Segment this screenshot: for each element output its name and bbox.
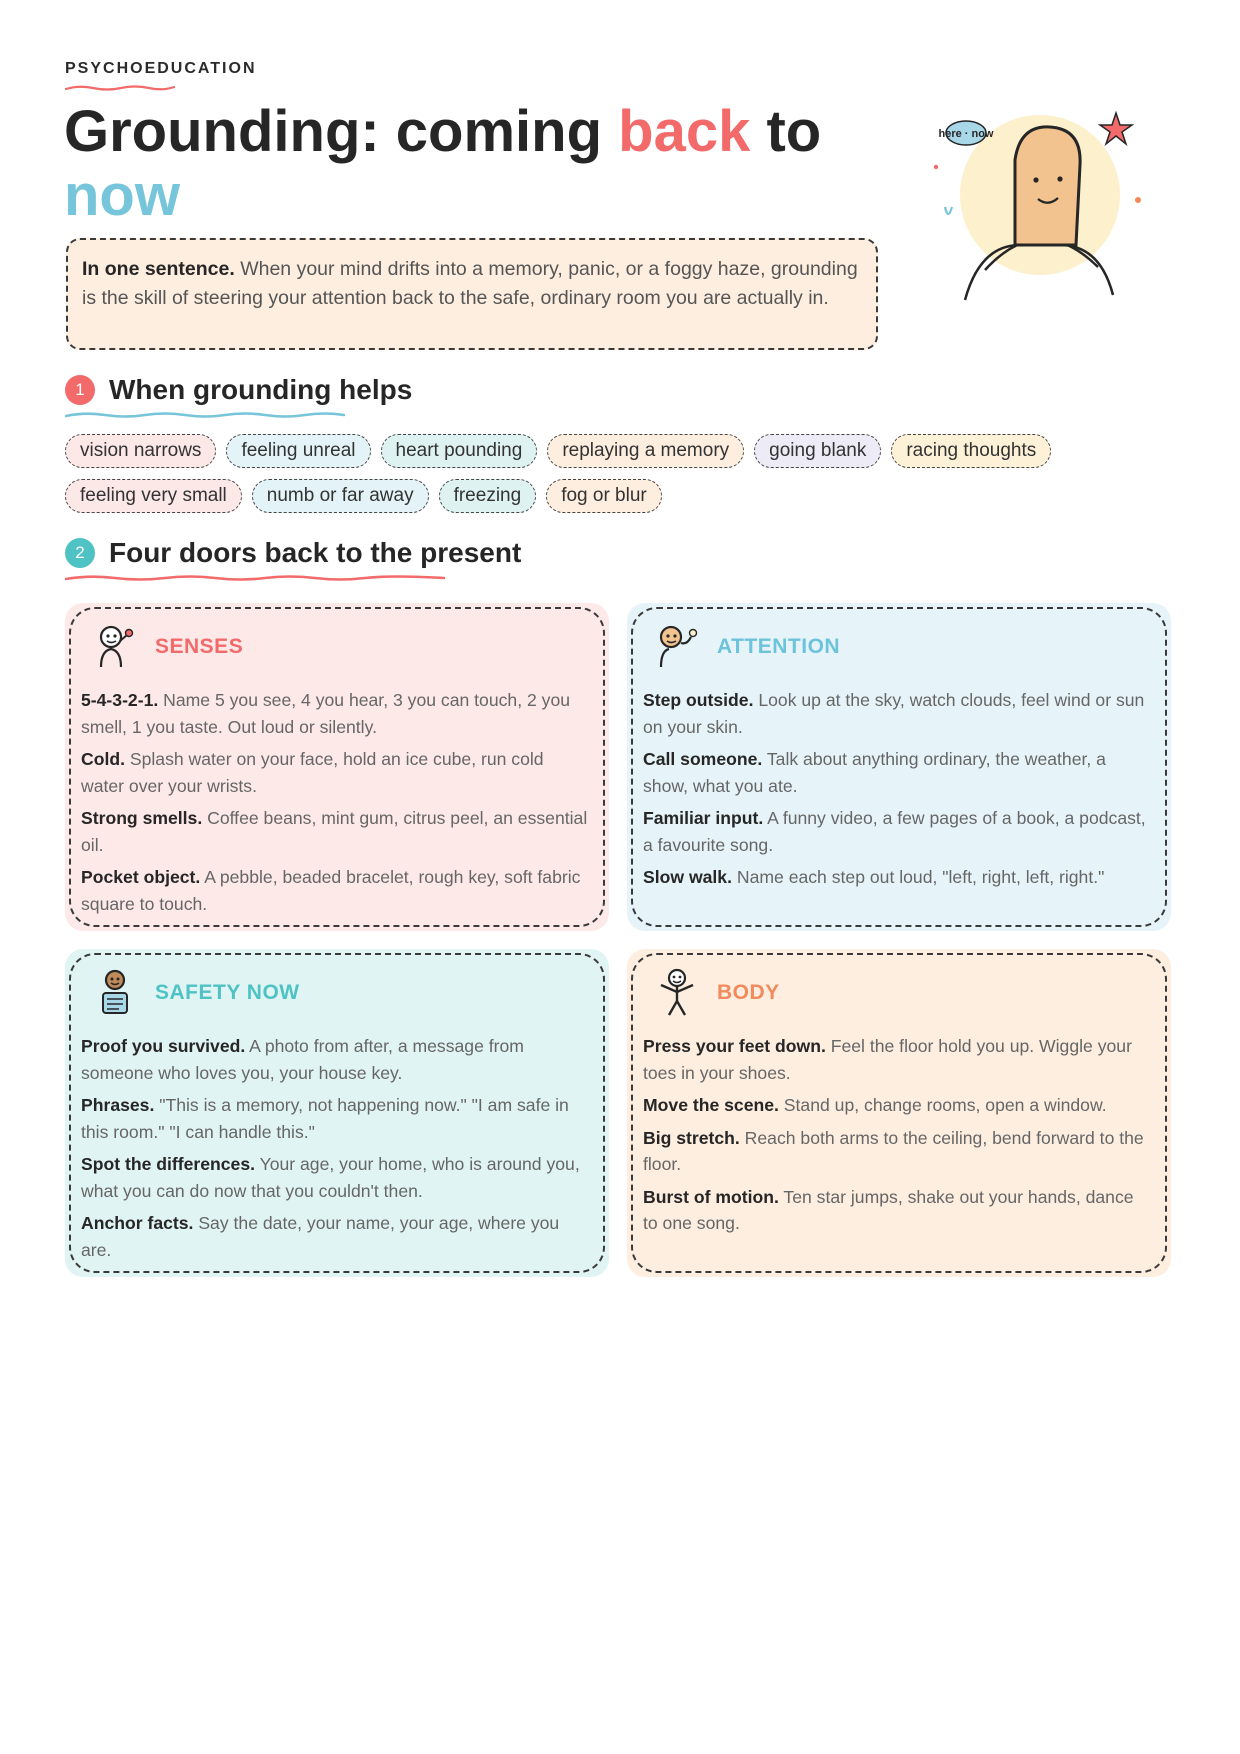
card-item-text: A photo from after, a message from someone who loves you, your house key. [81, 1036, 524, 1083]
card-item-text: Ten star jumps, shake out your hands, dance to one song. [643, 1186, 1134, 1233]
section-2-title: Four doors back to the present [109, 537, 522, 568]
card-title: SENSES [155, 635, 244, 658]
stick-figure-icon [651, 967, 703, 1019]
title-part1: Grounding: coming [64, 99, 619, 164]
card-item [81, 1092, 591, 1145]
symptom-chip: feeling unreal [226, 434, 370, 468]
card-item [643, 687, 1153, 740]
card-item-lead: Slow walk. [643, 867, 732, 887]
card-item [81, 1033, 591, 1086]
card-item-text: Talk about anything ordinary, the weather, a show, what you ate. [643, 749, 1106, 796]
hero-illustration [920, 105, 1160, 320]
section-2-badge: 2 [65, 538, 95, 568]
hero-bubble-text: here · now [938, 128, 994, 140]
card-item-text: Look up at the sky, watch clouds, feel wind or sun on your skin. [643, 690, 1145, 737]
card-item [81, 1210, 591, 1263]
symptom-chip: replaying a memory [547, 434, 744, 468]
card-item-lead: Burst of motion. [643, 1186, 779, 1207]
card-item [81, 1151, 591, 1204]
card-item-text: Feel the floor hold you up. Wiggle your toes in your shoes. [643, 1036, 1132, 1083]
title-accent-back: back [618, 99, 751, 164]
card-safety-now [65, 949, 609, 1277]
symptom-chip: freezing [439, 479, 537, 513]
card-item-lead: Proof you survived. [81, 1036, 246, 1056]
card-item-list [641, 687, 1157, 891]
card-item [81, 864, 591, 917]
symptom-chip: fog or blur [546, 479, 662, 513]
symptom-chip: feeling very small [65, 479, 242, 513]
title-part2: to [750, 99, 822, 164]
symptom-chip: going blank [754, 434, 881, 468]
card-item [81, 687, 591, 740]
person-sensing-icon [89, 621, 141, 673]
card-item-lead: Anchor facts. [81, 1213, 194, 1233]
card-item-text: Coffee beans, mint gum, citrus peel, an essential oil. [81, 808, 588, 855]
card-title: ATTENTION [717, 635, 841, 658]
section-1-badge: 1 [65, 375, 95, 405]
card-header [89, 963, 595, 1023]
card-item-text: "This is a memory, not happening now." "I am safe in this room." "I can handle this." [81, 1095, 569, 1142]
card-item [81, 805, 591, 858]
card-item-lead: Move the scene. [643, 1095, 779, 1115]
card-title: BODY [717, 981, 780, 1004]
eyebrow-label: PSYCHOEDUCATION [65, 60, 257, 77]
section-2-underline [65, 574, 445, 582]
intro-callout [66, 238, 878, 350]
intro-text: When your mind drifts into a memory, panic, or a foggy haze, grounding is the skill of steering your attention back to the safe, ordinary room you are actually in. [82, 258, 858, 309]
section-2-heading [65, 537, 521, 569]
card-item-list [79, 1033, 595, 1263]
card-item-text: A pebble, beaded bracelet, rough key, soft fabric square to touch. [81, 867, 581, 914]
section-1-title: When grounding helps [109, 374, 413, 405]
card-item-lead: Press your feet down. [643, 1036, 826, 1056]
card-item-lead: Phrases. [81, 1095, 155, 1115]
card-item-lead: Call someone. [643, 749, 763, 769]
section-1-underline [65, 411, 345, 419]
card-item-list [641, 1033, 1157, 1237]
card-title: SAFETY NOW [155, 981, 300, 1004]
card-item-text: Reach both arms to the ceiling, bend forward to the floor. [643, 1127, 1144, 1174]
symptom-chip: heart pounding [381, 434, 538, 468]
card-item-text: Say the date, your name, your age, where you are. [81, 1213, 560, 1260]
page-title [64, 100, 884, 228]
card-senses [65, 603, 609, 931]
card-body [627, 949, 1171, 1277]
card-item-lead: Step outside. [643, 690, 754, 710]
intro-lead: In one sentence. [82, 258, 235, 280]
card-item [643, 1184, 1153, 1237]
card-item-list [79, 687, 595, 917]
symptom-chip-list [65, 434, 1175, 524]
person-calling-icon [651, 621, 703, 673]
title-accent-now: now [64, 163, 180, 228]
card-attention [627, 603, 1171, 931]
section-1-heading [65, 374, 412, 406]
card-item [643, 1125, 1153, 1178]
card-item [643, 864, 1153, 891]
card-item-lead: Familiar input. [643, 808, 764, 828]
card-item-text: Your age, your home, who is around you, what you can do now that you couldn't then. [81, 1154, 580, 1201]
card-item-lead: Cold. [81, 749, 125, 769]
card-item [643, 1092, 1153, 1119]
card-header [89, 617, 595, 677]
symptom-chip: racing thoughts [891, 434, 1051, 468]
card-item-lead: Strong smells. [81, 808, 203, 828]
card-item-text: Name 5 you see, 4 you hear, 3 you can touch, 2 you smell, 1 you taste. Out loud or silently. [81, 690, 571, 737]
card-item [643, 805, 1153, 858]
symptom-chip: numb or far away [252, 479, 429, 513]
card-header [651, 617, 1157, 677]
card-item-text: Stand up, change rooms, open a window. [778, 1095, 1107, 1115]
person-with-note-icon [89, 967, 141, 1019]
card-item-lead: Big stretch. [643, 1127, 740, 1148]
card-item-text: Splash water on your face, hold an ice cube, run cold water over your wrists. [81, 749, 544, 796]
eyebrow-underline [65, 84, 175, 92]
card-item-lead: Spot the differences. [81, 1154, 256, 1174]
card-item [643, 1033, 1153, 1086]
card-item-lead: 5-4-3-2-1. [81, 690, 159, 710]
symptom-chip: vision narrows [65, 434, 216, 468]
card-item-text: Name each step out loud, "left, right, left, right." [731, 867, 1105, 887]
card-item [81, 746, 591, 799]
card-item-lead: Pocket object. [81, 867, 201, 887]
card-header [651, 963, 1157, 1023]
card-item [643, 746, 1153, 799]
card-item-text: A funny video, a few pages of a book, a podcast, a favourite song. [643, 808, 1146, 855]
